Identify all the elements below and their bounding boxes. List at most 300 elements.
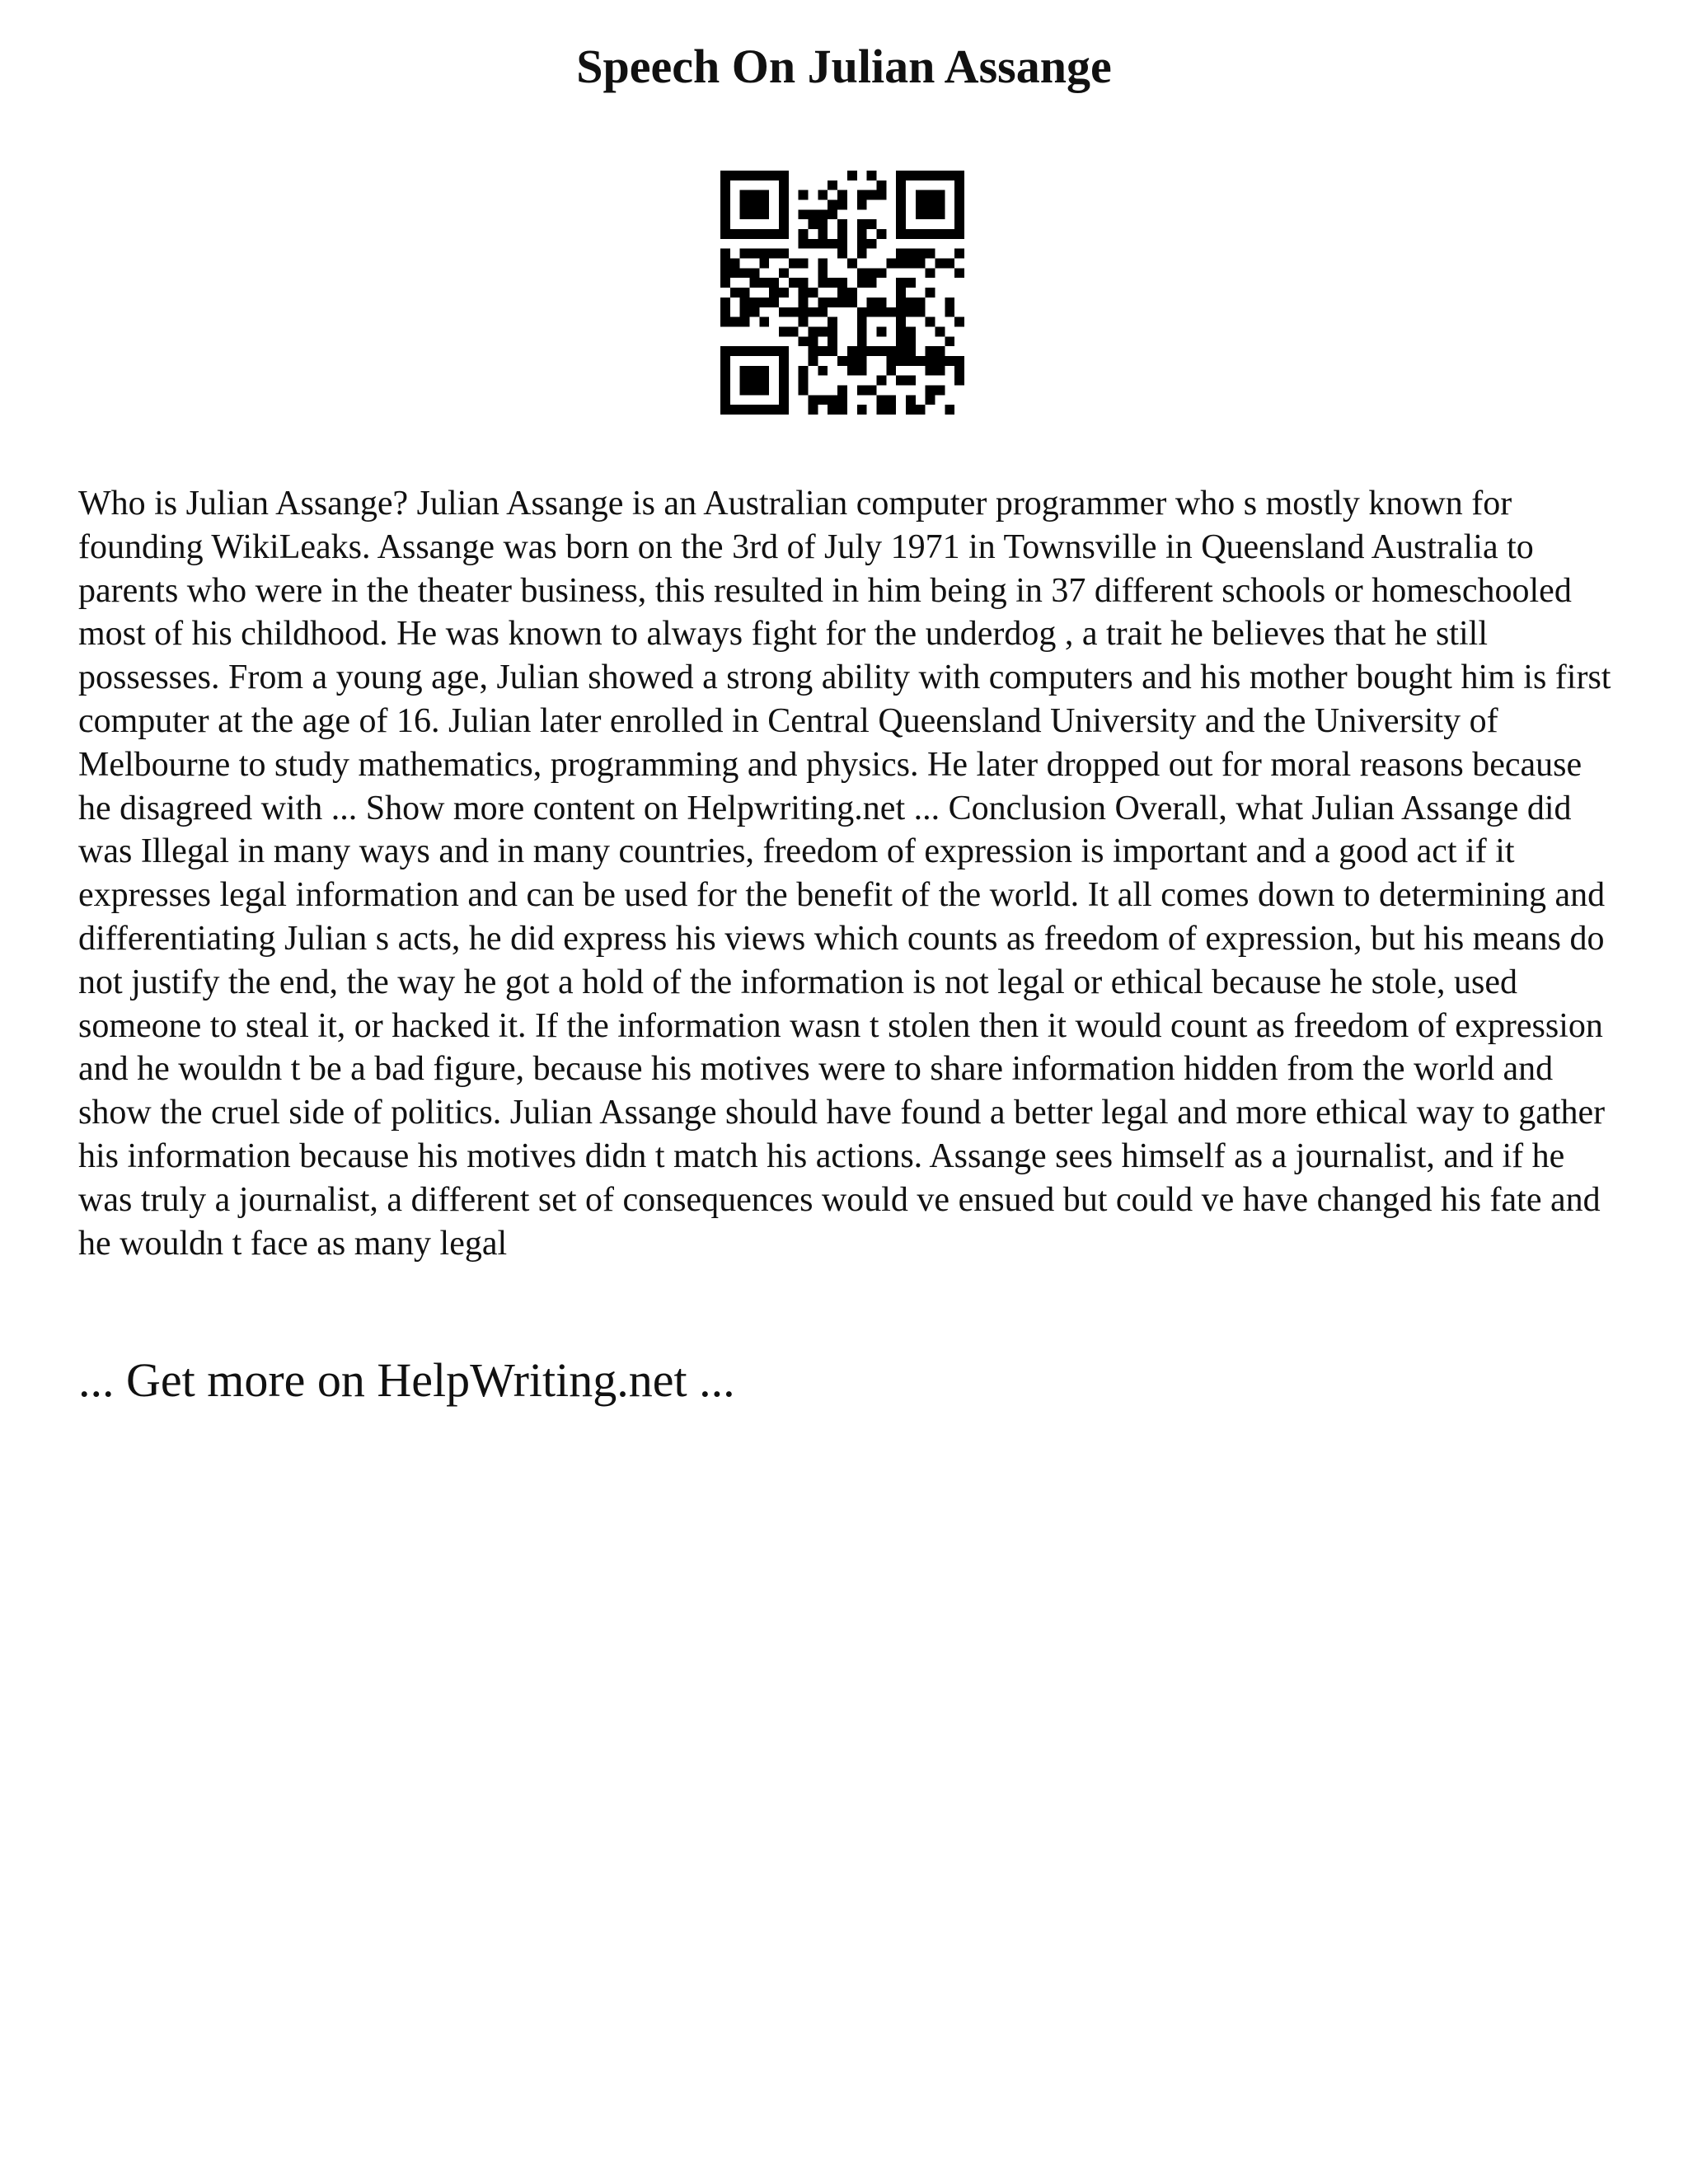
- qr-module: [954, 376, 964, 386]
- qr-module: [828, 298, 837, 307]
- qr-module: [954, 229, 964, 239]
- qr-module: [876, 326, 886, 336]
- qr-module: [720, 200, 730, 210]
- qr-module: [779, 171, 789, 180]
- qr-module: [750, 278, 760, 288]
- qr-module: [906, 326, 916, 336]
- qr-module: [926, 288, 935, 298]
- qr-module: [954, 219, 964, 229]
- qr-module: [896, 249, 906, 259]
- qr-module: [740, 385, 750, 395]
- qr-module: [750, 209, 760, 219]
- qr-module: [769, 278, 779, 288]
- qr-module: [720, 229, 730, 239]
- qr-module: [945, 229, 954, 239]
- qr-module: [730, 259, 740, 269]
- qr-code-graphic: [720, 171, 964, 415]
- qr-module: [857, 190, 867, 200]
- qr-module: [837, 200, 847, 210]
- qr-module: [867, 307, 877, 317]
- qr-module: [906, 405, 916, 415]
- qr-module: [954, 190, 964, 200]
- qr-module: [779, 180, 789, 190]
- qr-module: [720, 307, 730, 317]
- qr-module: [759, 366, 769, 376]
- qr-module: [935, 259, 945, 269]
- qr-module: [799, 336, 809, 346]
- qr-module: [779, 405, 789, 415]
- qr-module: [906, 307, 916, 317]
- qr-module: [720, 278, 730, 288]
- page-title: Speech On Julian Assange: [576, 40, 1112, 93]
- qr-module: [799, 298, 809, 307]
- qr-module: [750, 366, 760, 376]
- qr-module: [720, 356, 730, 366]
- qr-module: [896, 326, 906, 336]
- qr-module: [779, 376, 789, 386]
- qr-module: [906, 376, 916, 386]
- qr-module: [847, 346, 857, 356]
- qr-module: [837, 239, 847, 249]
- qr-module: [769, 288, 779, 298]
- qr-module: [954, 200, 964, 210]
- qr-module: [886, 346, 896, 356]
- qr-module: [857, 326, 867, 336]
- qr-module: [740, 229, 750, 239]
- qr-module: [720, 366, 730, 376]
- qr-module: [867, 278, 877, 288]
- qr-module: [779, 356, 789, 366]
- qr-module: [809, 239, 818, 249]
- qr-module: [730, 288, 740, 298]
- qr-module: [876, 346, 886, 356]
- qr-module: [750, 307, 760, 317]
- qr-module: [876, 190, 886, 200]
- qr-module: [945, 171, 954, 180]
- qr-module: [750, 190, 760, 200]
- qr-module: [828, 180, 837, 190]
- qr-module: [847, 259, 857, 269]
- qr-module: [837, 249, 847, 259]
- qr-module: [926, 209, 935, 219]
- qr-module: [750, 346, 760, 356]
- qr-module: [896, 200, 906, 210]
- qr-module: [837, 288, 847, 298]
- qr-module: [916, 259, 926, 269]
- qr-module: [857, 385, 867, 395]
- qr-module: [779, 200, 789, 210]
- qr-module: [750, 298, 760, 307]
- qr-module: [896, 171, 906, 180]
- qr-module: [945, 405, 954, 415]
- qr-module: [945, 259, 954, 269]
- qr-module: [730, 268, 740, 278]
- qr-module: [896, 190, 906, 200]
- qr-module: [720, 405, 730, 415]
- qr-module: [867, 298, 877, 307]
- qr-module: [779, 366, 789, 376]
- qr-module: [857, 346, 867, 356]
- qr-module: [818, 268, 828, 278]
- qr-module: [906, 395, 916, 405]
- qr-module: [799, 317, 809, 327]
- qr-module: [954, 209, 964, 219]
- qr-module: [857, 336, 867, 346]
- qr-module: [740, 200, 750, 210]
- qr-module: [818, 239, 828, 249]
- qr-module: [828, 278, 837, 288]
- qr-module: [809, 288, 818, 298]
- qr-module: [906, 336, 916, 346]
- qr-module: [818, 298, 828, 307]
- qr-module: [730, 171, 740, 180]
- qr-module: [876, 229, 886, 239]
- qr-module: [828, 326, 837, 336]
- qr-module: [759, 259, 769, 269]
- qr-module: [857, 239, 867, 249]
- qr-module: [926, 200, 935, 210]
- qr-module: [809, 307, 818, 317]
- qr-module: [750, 385, 760, 395]
- qr-module: [935, 356, 945, 366]
- qr-module: [818, 366, 828, 376]
- qr-module: [935, 326, 945, 336]
- qr-module: [720, 395, 730, 405]
- qr-module: [935, 200, 945, 210]
- qr-module: [886, 307, 896, 317]
- qr-module: [818, 190, 828, 200]
- qr-module: [818, 229, 828, 239]
- qr-module: [857, 200, 867, 210]
- qr-module: [759, 376, 769, 386]
- qr-module: [896, 317, 906, 327]
- qr-module: [954, 317, 964, 327]
- qr-module: [809, 209, 818, 219]
- qr-module: [837, 356, 847, 366]
- qr-module: [857, 268, 867, 278]
- qr-module: [954, 356, 964, 366]
- qr-module: [720, 219, 730, 229]
- qr-module: [828, 200, 837, 210]
- qr-module: [740, 405, 750, 415]
- qr-module: [867, 346, 877, 356]
- qr-module: [896, 209, 906, 219]
- qr-module: [759, 405, 769, 415]
- qr-module: [818, 219, 828, 229]
- qr-module: [945, 298, 954, 307]
- qr-module: [799, 209, 809, 219]
- qr-module: [740, 288, 750, 298]
- qr-module: [896, 229, 906, 239]
- qr-module: [740, 268, 750, 278]
- qr-module: [828, 239, 837, 249]
- qr-module: [720, 249, 730, 259]
- qr-module: [799, 288, 809, 298]
- qr-module: [906, 356, 916, 366]
- qr-module: [857, 219, 867, 229]
- qr-module: [759, 249, 769, 259]
- qr-module: [935, 366, 945, 376]
- qr-module: [828, 209, 837, 219]
- qr-module: [857, 356, 867, 366]
- qr-module: [818, 259, 828, 269]
- qr-module: [945, 356, 954, 366]
- qr-module: [896, 259, 906, 269]
- qr-module: [837, 190, 847, 200]
- qr-module: [896, 307, 906, 317]
- qr-module: [926, 346, 935, 356]
- qr-module: [769, 249, 779, 259]
- qr-module: [916, 200, 926, 210]
- qr-module: [847, 298, 857, 307]
- qr-module: [828, 346, 837, 356]
- qr-module: [916, 307, 926, 317]
- qr-module: [818, 307, 828, 317]
- qr-module: [759, 190, 769, 200]
- qr-module: [935, 229, 945, 239]
- qr-module: [779, 229, 789, 239]
- qr-module: [799, 239, 809, 249]
- qr-module: [759, 171, 769, 180]
- qr-module: [926, 229, 935, 239]
- qr-module: [886, 405, 896, 415]
- qr-module: [799, 259, 809, 269]
- qr-module: [926, 317, 935, 327]
- qr-module: [906, 346, 916, 356]
- qr-module: [720, 190, 730, 200]
- get-more-link[interactable]: ... Get more on HelpWriting.net ...: [78, 1353, 735, 1407]
- qr-module: [876, 307, 886, 317]
- qr-module: [935, 209, 945, 219]
- qr-module: [847, 366, 857, 376]
- qr-module: [809, 405, 818, 415]
- qr-module: [906, 249, 916, 259]
- qr-module: [954, 180, 964, 190]
- qr-module: [926, 268, 935, 278]
- qr-module: [876, 395, 886, 405]
- qr-module: [945, 307, 954, 317]
- qr-module: [954, 366, 964, 376]
- qr-module: [750, 249, 760, 259]
- qr-module: [876, 180, 886, 190]
- qr-module: [720, 259, 730, 269]
- qr-module: [779, 219, 789, 229]
- qr-module: [886, 395, 896, 405]
- qr-module: [896, 219, 906, 229]
- qr-module: [769, 346, 779, 356]
- qr-module: [916, 356, 926, 366]
- qr-module: [750, 268, 760, 278]
- qr-module: [750, 376, 760, 386]
- qr-module: [740, 346, 750, 356]
- qr-module: [809, 326, 818, 336]
- qr-module: [926, 171, 935, 180]
- qr-module: [916, 190, 926, 200]
- qr-module: [720, 171, 730, 180]
- qr-module: [779, 190, 789, 200]
- qr-module: [926, 395, 935, 405]
- qr-module: [837, 395, 847, 405]
- qr-module: [740, 366, 750, 376]
- qr-module: [750, 229, 760, 239]
- qr-module: [759, 209, 769, 219]
- qr-module: [916, 209, 926, 219]
- qr-module: [779, 288, 789, 298]
- qr-module: [916, 249, 926, 259]
- qr-module: [906, 259, 916, 269]
- qr-module: [809, 336, 818, 346]
- qr-module: [720, 268, 730, 278]
- qr-module: [886, 356, 896, 366]
- qr-module: [789, 307, 799, 317]
- qr-module: [906, 171, 916, 180]
- qr-module: [789, 326, 799, 336]
- qr-module: [837, 278, 847, 288]
- qr-module: [730, 346, 740, 356]
- qr-module: [779, 209, 789, 219]
- qr-module: [740, 298, 750, 307]
- qr-module: [857, 366, 867, 376]
- qr-module: [740, 190, 750, 200]
- qr-module: [867, 268, 877, 278]
- qr-module: [876, 376, 886, 386]
- qr-module: [730, 405, 740, 415]
- qr-module: [799, 278, 809, 288]
- qr-module: [857, 307, 867, 317]
- qr-module: [926, 366, 935, 376]
- qr-module: [799, 307, 809, 317]
- qr-module: [779, 346, 789, 356]
- qr-module: [759, 200, 769, 210]
- qr-module: [799, 190, 809, 200]
- qr-module: [769, 298, 779, 307]
- qr-module: [720, 376, 730, 386]
- qr-module: [896, 278, 906, 288]
- qr-module: [954, 171, 964, 180]
- qr-module: [809, 219, 818, 229]
- qr-module: [935, 171, 945, 180]
- qr-module: [799, 385, 809, 395]
- qr-module: [906, 278, 916, 288]
- qr-module: [779, 326, 789, 336]
- qr-module: [779, 395, 789, 405]
- qr-module: [779, 249, 789, 259]
- qr-module: [867, 190, 877, 200]
- qr-module: [828, 395, 837, 405]
- qr-module: [916, 171, 926, 180]
- qr-module: [779, 268, 789, 278]
- qr-module: [926, 385, 935, 395]
- qr-module: [867, 385, 877, 395]
- qr-module: [828, 317, 837, 327]
- qr-module: [867, 239, 877, 249]
- qr-module: [750, 200, 760, 210]
- qr-module: [876, 268, 886, 278]
- qr-module: [809, 395, 818, 405]
- qr-module: [896, 376, 906, 386]
- qr-module: [720, 298, 730, 307]
- qr-module: [740, 171, 750, 180]
- qr-module: [818, 209, 828, 219]
- qr-module: [720, 209, 730, 219]
- qr-module: [896, 180, 906, 190]
- qr-module: [779, 307, 789, 317]
- qr-module: [837, 405, 847, 415]
- qr-module: [926, 249, 935, 259]
- qr-module: [935, 385, 945, 395]
- qr-module: [857, 229, 867, 239]
- qr-module: [759, 385, 769, 395]
- qr-module: [954, 249, 964, 259]
- qr-module: [926, 356, 935, 366]
- qr-module: [720, 346, 730, 356]
- qr-module: [769, 405, 779, 415]
- qr-module: [886, 259, 896, 269]
- qr-module: [837, 385, 847, 395]
- qr-module: [906, 298, 916, 307]
- qr-module: [828, 405, 837, 415]
- qr-module: [857, 405, 867, 415]
- qr-module: [886, 366, 896, 376]
- qr-module: [906, 229, 916, 239]
- qr-module: [750, 171, 760, 180]
- qr-module: [828, 336, 837, 346]
- qr-module: [896, 356, 906, 366]
- qr-code-icon[interactable]: [720, 171, 964, 415]
- qr-module: [799, 366, 809, 376]
- qr-module: [818, 346, 828, 356]
- qr-module: [769, 171, 779, 180]
- qr-module: [799, 229, 809, 239]
- qr-module: [857, 278, 867, 288]
- essay-body: Who is Julian Assange? Julian Assange is an Australian computer programmer who s mostly known for founding WikiLeaks. Assange was born on the 3rd of July 1971 in Townsville in Queensland Australia to parents who were in the theater business, this resulted in him being in 37 different schools or homeschooled most of his childhood. He was known to always fight for the underdog , a trait he believes that he still possesses. From a young age, Julian showed a strong ability with computers and his mother bought him is first computer at the age of 16. Julian later enrolled in Central Queensland University and the University of Melbourne to study mathematics, programming and physics. He later dropped out for moral reasons because he disagreed with ... Show more content on Helpwriting.net ... Conclusion Overall, what Julian Assange did was Illegal in many ways and in many countries, freedom of expression is important and a good act if it expresses legal information and can be used for the benefit of the world. It all comes down to determining and differentiating Julian s acts, he did express his views which counts as freedom of expression, but his means do not justify the end, the way he got a hold of the information is not legal or ethical because he stole, used someone to steal it, or hacked it. If the information wasn t stolen then it would count as freedom of expression and he wouldn t be a bad figure, because his motives were to share information hidden from the world and show the cruel side of politics. Julian Assange should have found a better legal and more ethical way to gather his information because his motives didn t match his actions. Assange sees himself as a journalist, and if he was truly a journalist, a different set of consequences would ve ensued but could ve have changed his fate and he wouldn t face as many legal: [78, 485, 1611, 1263]
- qr-module: [759, 278, 769, 288]
- qr-module: [867, 219, 877, 229]
- qr-module: [759, 229, 769, 239]
- qr-module: [720, 385, 730, 395]
- qr-module: [720, 317, 730, 327]
- qr-module: [896, 298, 906, 307]
- qr-module: [769, 229, 779, 239]
- qr-module: [945, 336, 954, 346]
- qr-module: [740, 307, 750, 317]
- qr-module: [818, 278, 828, 288]
- qr-module: [837, 219, 847, 229]
- qr-module: [809, 346, 818, 356]
- qr-module: [740, 249, 750, 259]
- qr-module: [847, 288, 857, 298]
- qr-module: [837, 298, 847, 307]
- qr-module: [867, 171, 877, 180]
- qr-module: [926, 190, 935, 200]
- qr-module: [730, 229, 740, 239]
- qr-module: [876, 298, 886, 307]
- qr-module: [896, 336, 906, 346]
- qr-module: [789, 259, 799, 269]
- qr-module: [916, 229, 926, 239]
- qr-module: [857, 249, 867, 259]
- qr-module: [916, 405, 926, 415]
- qr-module: [759, 298, 769, 307]
- qr-module: [720, 180, 730, 190]
- qr-module: [799, 376, 809, 386]
- qr-module: [818, 395, 828, 405]
- qr-module: [896, 346, 906, 356]
- qr-module: [740, 317, 750, 327]
- qr-module: [759, 346, 769, 356]
- qr-module: [759, 317, 769, 327]
- qr-module: [847, 356, 857, 366]
